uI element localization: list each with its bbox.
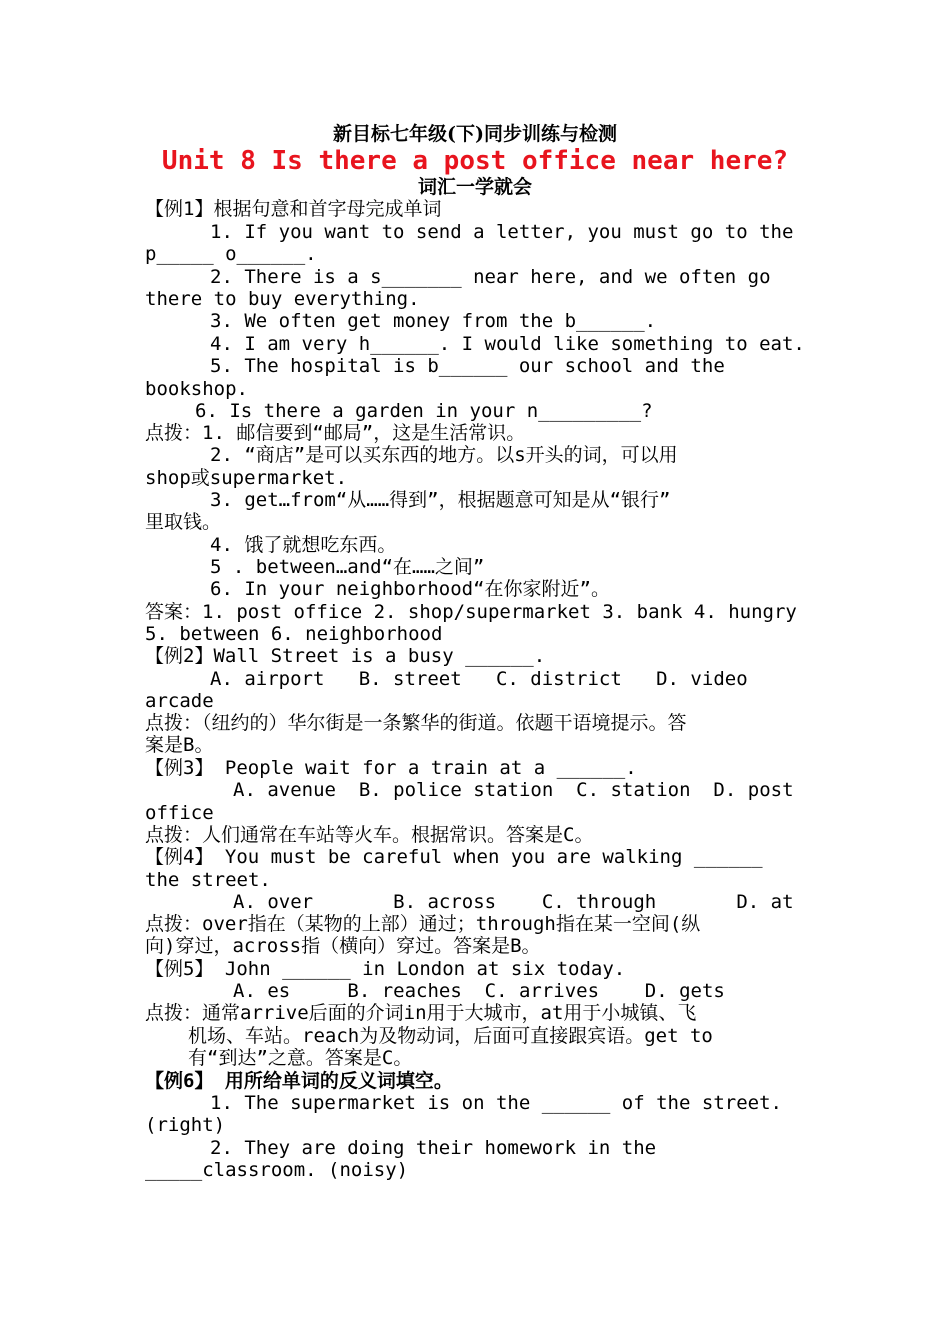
ex1-hint-3-cont: 里取钱。 <box>145 511 222 533</box>
book-title: 新目标七年级(下)同步训练与检测 <box>333 123 617 145</box>
ex1-q5-cont: bookshop. <box>145 378 248 400</box>
ex1-answer-cont: 5. between 6. neighborhood <box>145 623 443 645</box>
ex4-question-cont: the street. <box>145 869 271 891</box>
ex3-options: A. avenue B. police station C. station D. post <box>233 779 794 801</box>
ex1-hint-2-cont: shop或supermarket. <box>145 467 348 489</box>
ex2-hint: 点拨：（纽约的）华尔街是一条繁华的街道。依题干语境提示。答 <box>145 712 687 734</box>
ex1-answer: 答案：1. post office 2. shop/supermarket 3. bank 4. hungry <box>145 601 797 623</box>
ex5-hint-cont-2: 有“到达”之意。答案是C。 <box>188 1047 413 1069</box>
example-6-heading: 【例6】 用所给单词的反义词填空。 <box>145 1070 453 1092</box>
example-3-question: 【例3】 People wait for a train at a ______. <box>145 757 637 779</box>
ex6-q1-cont: (right) <box>145 1114 226 1136</box>
ex4-hint-cont: 向)穿过，across指（横向）穿过。答案是B。 <box>145 935 541 957</box>
ex1-q1: 1. If you want to send a letter, you must go to the <box>210 221 794 243</box>
ex1-hint-4: 4. 饿了就想吃东西。 <box>210 534 397 556</box>
ex6-q1: 1. The supermarket is on the ______ of the street. <box>210 1092 782 1114</box>
ex6-q2: 2. They are doing their homework in the <box>210 1137 657 1159</box>
ex2-options: A. airport B. street C. district D. video <box>210 668 748 690</box>
ex1-hint-6: 6. In your neighborhood“在你家附近”。 <box>210 578 610 600</box>
ex6-q2-cont: _____classroom. (noisy) <box>145 1159 409 1181</box>
example-1-heading: 【例1】根据句意和首字母完成单词 <box>145 198 442 220</box>
ex5-options: A. es B. reaches C. arrives D. gets <box>233 980 725 1002</box>
ex5-hint: 点拨：通常arrive后面的介词in用于大城市，at用于小城镇、飞 <box>145 1002 697 1024</box>
ex2-options-cont: arcade <box>145 690 214 712</box>
ex1-hint-2: 2. “商店”是可以买东西的地方。以s开头的词，可以用 <box>210 444 678 466</box>
ex1-hint-1: 点拨：1. 邮信要到“邮局”，这是生活常识。 <box>145 422 526 444</box>
ex1-hint-3: 3. get…from“从……得到”，根据题意可知是从“银行” <box>210 489 671 511</box>
ex4-hint: 点拨：over指在（某物的上部）通过；through指在某一空间(纵 <box>145 913 701 935</box>
ex1-q1-cont: p_____ o______. <box>145 243 317 265</box>
ex1-hint-5: 5 . between…and“在……之间” <box>210 556 485 578</box>
ex1-q4: 4. I am very h______. I would like something to eat. <box>210 333 805 355</box>
ex1-q6: 6. Is there a garden in your n_________? <box>195 400 653 422</box>
ex1-q5: 5. The hospital is b______ our school and the <box>210 355 725 377</box>
ex1-q3: 3. We often get money from the b______. <box>210 310 657 332</box>
ex2-hint-cont: 案是B。 <box>145 734 214 756</box>
ex4-options: A. over B. across C. through D. at <box>233 891 794 913</box>
example-5-question: 【例5】 John ______ in London at six today. <box>145 958 626 980</box>
ex1-q2: 2. There is a s_______ near here, and we often go <box>210 266 771 288</box>
unit-title: Unit 8 Is there a post office near here? <box>161 146 789 176</box>
ex3-hint: 点拨：人们通常在车站等火车。根据常识。答案是C。 <box>145 824 594 846</box>
example-2-question: 【例2】Wall Street is a busy ______. <box>145 645 546 667</box>
ex5-hint-cont-1: 机场、车站。reach为及物动词，后面可直接跟宾语。get to <box>188 1025 713 1047</box>
ex3-options-cont: office <box>145 802 214 824</box>
ex1-q2-cont: there to buy everything. <box>145 288 420 310</box>
section-title: 词汇一学就会 <box>417 176 532 198</box>
example-4-question: 【例4】 You must be careful when you are walking ______ <box>145 846 763 868</box>
